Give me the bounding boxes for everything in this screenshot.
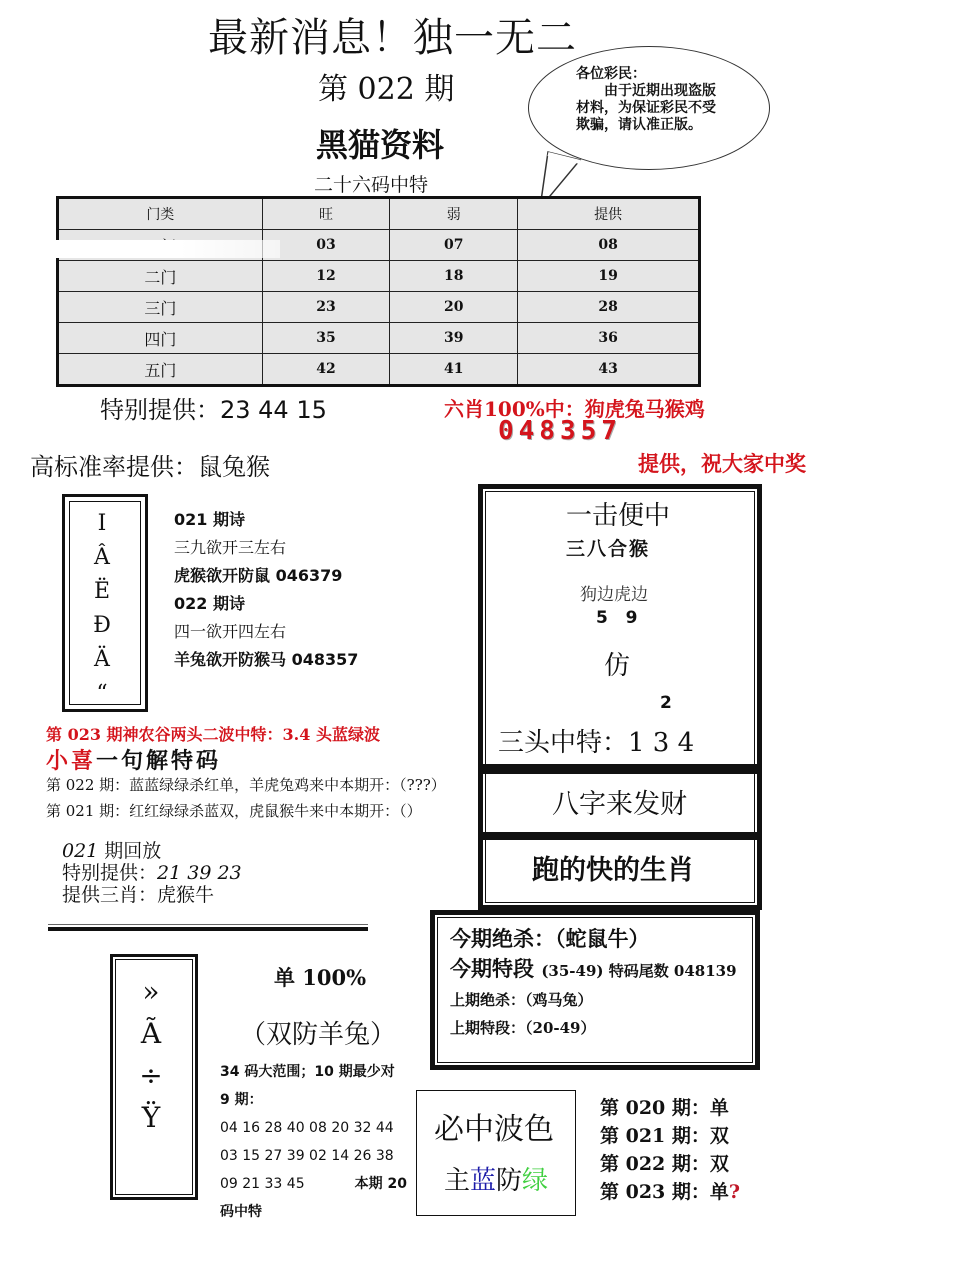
glyph: “: [96, 681, 108, 706]
history-item: [600, 1150, 740, 1178]
table-cell: 43: [518, 354, 700, 386]
one-hit-numbers: 5 9: [596, 608, 638, 628]
poem-line: 022 期诗: [174, 594, 245, 613]
kill-seg-value: (35-49) 特码尾数 048139: [541, 962, 737, 980]
six-zodiac-numbers: 048357: [498, 416, 622, 446]
this-period: 本期 20: [354, 1176, 407, 1192]
glyph: Ã: [140, 1017, 162, 1050]
history-value: 单: [709, 1181, 729, 1203]
bazi-text: 八字来发财: [552, 789, 687, 820]
history-value: 双: [709, 1153, 729, 1175]
glyph: »: [142, 975, 160, 1008]
watermark-mask: [30, 240, 280, 258]
kill-line: [450, 954, 737, 986]
history-label: 第 023 期：: [600, 1181, 710, 1203]
lower-glyph-box: [110, 954, 198, 1200]
table-row: [58, 292, 700, 323]
one-hit-fang: 仿: [604, 651, 631, 681]
wave-color-title: 必中波色: [434, 1112, 554, 1147]
header-cell: 旺: [262, 198, 390, 230]
notice-text: [576, 66, 726, 134]
kill-text: [450, 924, 737, 1042]
range-line: 34 码大范围；10 期最少对: [220, 1064, 395, 1080]
divider: [48, 924, 368, 925]
period-line: 第 021 期：红红绿绿杀蓝双，虎鼠猴牛来中本期开：（）: [46, 802, 422, 820]
glyph: Ä: [94, 647, 110, 672]
xiaoxi-heading: [46, 744, 221, 775]
header-cell: 弱: [390, 198, 518, 230]
table-cell: 五门: [58, 354, 263, 386]
one-hit-title: 一击便中: [566, 501, 671, 531]
table-cell: 07: [390, 230, 518, 261]
history-item: [600, 1178, 740, 1206]
header-cell: 提供: [518, 198, 700, 230]
table-row: [58, 323, 700, 354]
period-line: 第 022 期：蓝蓝绿绿杀红单，羊虎兔鸡来中本期开：（???）: [46, 776, 446, 794]
glyph: Ð: [93, 613, 111, 638]
history-label: 第 021 期：: [600, 1125, 710, 1147]
table-cell: 03: [262, 230, 390, 261]
divider: [48, 927, 368, 931]
shennong-line: 第 023 期神农谷两头二波中特：3.4 头蓝绿波: [46, 725, 380, 744]
poem-text: [174, 506, 358, 674]
review-three-zodiac: 提供三肖：虎猴牛: [62, 884, 215, 906]
page-subtitle: 黑猫资料: [316, 126, 445, 164]
table-cell: 39: [390, 323, 518, 354]
range-tail: 码中特: [220, 1204, 262, 1220]
table-cell: 35: [262, 323, 390, 354]
kill-seg-label: 今期特段: [450, 956, 534, 981]
history-list: [600, 1094, 740, 1206]
history-item: [600, 1094, 740, 1122]
issue-number: 第 022 期: [318, 72, 455, 107]
history-value: 单: [709, 1097, 729, 1119]
one-hit-two: 2: [660, 693, 672, 713]
garbled-glyphs: [87, 507, 117, 711]
period-lines: [46, 772, 446, 824]
xiaoxi-red: 小喜: [46, 748, 97, 774]
glyph: Ë: [93, 579, 111, 604]
glyph: Ⅰ: [97, 511, 107, 536]
single-guard: （双防羊兔）: [240, 1020, 397, 1050]
glyph: Ÿ: [141, 1101, 161, 1134]
page-title: 最新消息！独一无二: [208, 15, 577, 61]
review-special: [62, 862, 242, 884]
kill-line: 上期特段：（20-49）: [450, 1019, 596, 1037]
poem-line: 羊兔欲开防猴马 048357: [174, 650, 359, 669]
wave-main: 主: [444, 1166, 471, 1196]
kill-line: 上期绝杀：（鸡马兔）: [450, 991, 593, 1009]
poem-glyph-box: [62, 494, 148, 712]
poem-line: 三九欲开三左右: [174, 538, 287, 557]
table-cell: 20: [390, 292, 518, 323]
glyph: ÷: [139, 1059, 163, 1092]
poem-line: 四一欲开四左右: [174, 622, 287, 641]
gate-table: [56, 196, 701, 387]
high-accuracy: 高标准率提供：鼠兔猴: [30, 453, 270, 481]
garbled-glyphs: [133, 971, 169, 1139]
table-cell: 12: [262, 261, 390, 292]
range-line: 9 期：: [220, 1092, 263, 1108]
number-row-text: 09 21 33 45: [220, 1176, 305, 1192]
xiaoxi-black: 一句解特码: [96, 748, 222, 774]
number-row: [220, 1170, 407, 1198]
wave-blue: 蓝: [470, 1166, 497, 1196]
history-value: 双: [709, 1125, 729, 1147]
header-cell: 门类: [58, 198, 263, 230]
tagline: 二十六码中特: [314, 174, 429, 196]
history-label: 第 022 期：: [600, 1153, 710, 1175]
review-special-nums: 21 39 23: [157, 862, 242, 884]
review-special-label: 特别提供：: [62, 862, 158, 884]
wish-text: 提供，祝大家中奖: [638, 451, 806, 476]
range-numbers: [220, 1058, 407, 1226]
table-row: [58, 261, 700, 292]
glyph: Â: [94, 545, 110, 570]
number-row: 03 15 27 39 02 14 26 38: [220, 1148, 394, 1164]
history-label: 第 020 期：: [600, 1097, 710, 1119]
run-fast-text: 跑的快的生肖: [532, 855, 694, 886]
poem-line: 虎猴欲开防鼠 046379: [174, 566, 343, 585]
notice-body: 由于近期出现盗版材料，为保证彩民不受欺骗，请认准正版。: [576, 83, 716, 133]
table-header-row: [58, 198, 700, 230]
poem-line: 021 期诗: [174, 510, 245, 529]
wave-green: 绿: [522, 1166, 549, 1196]
table-cell: 23: [262, 292, 390, 323]
table-cell: 四门: [58, 323, 263, 354]
special-provide: 特别提供：23 44 15: [100, 396, 327, 424]
question-mark: ?: [728, 1181, 741, 1203]
table-row: [58, 354, 700, 386]
one-hit-subtitle: 三八合猴: [566, 538, 651, 560]
wave-color-sub: [444, 1160, 548, 1197]
number-row: 04 16 28 40 08 20 32 44: [220, 1120, 394, 1136]
table-cell: 08: [518, 230, 700, 261]
one-hit-edge: 狗边虎边: [580, 585, 648, 605]
history-item: [600, 1122, 740, 1150]
review-title: [62, 840, 242, 862]
review-title-text: 期回放: [98, 840, 162, 862]
single-title: 单 100%: [274, 965, 367, 990]
kill-line: 今期绝杀：（蛇鼠牛）: [450, 926, 650, 951]
notice-greeting: 各位彩民：: [576, 66, 646, 82]
table-cell: 41: [390, 354, 518, 386]
table-cell: 18: [390, 261, 518, 292]
three-heads: 三头中特：1 3 4: [498, 728, 695, 758]
wave-guard: 防: [496, 1166, 523, 1196]
table-cell: 28: [518, 292, 700, 323]
table-cell: 二门: [58, 261, 263, 292]
table-cell: 三门: [58, 292, 263, 323]
table-cell: 19: [518, 261, 700, 292]
table-cell: 42: [262, 354, 390, 386]
review-block: [62, 840, 242, 906]
review-num: 021: [62, 840, 99, 862]
table-cell: 36: [518, 323, 700, 354]
six-zodiac-line: 六肖100%中：狗虎兔马猴鸡: [444, 397, 705, 421]
